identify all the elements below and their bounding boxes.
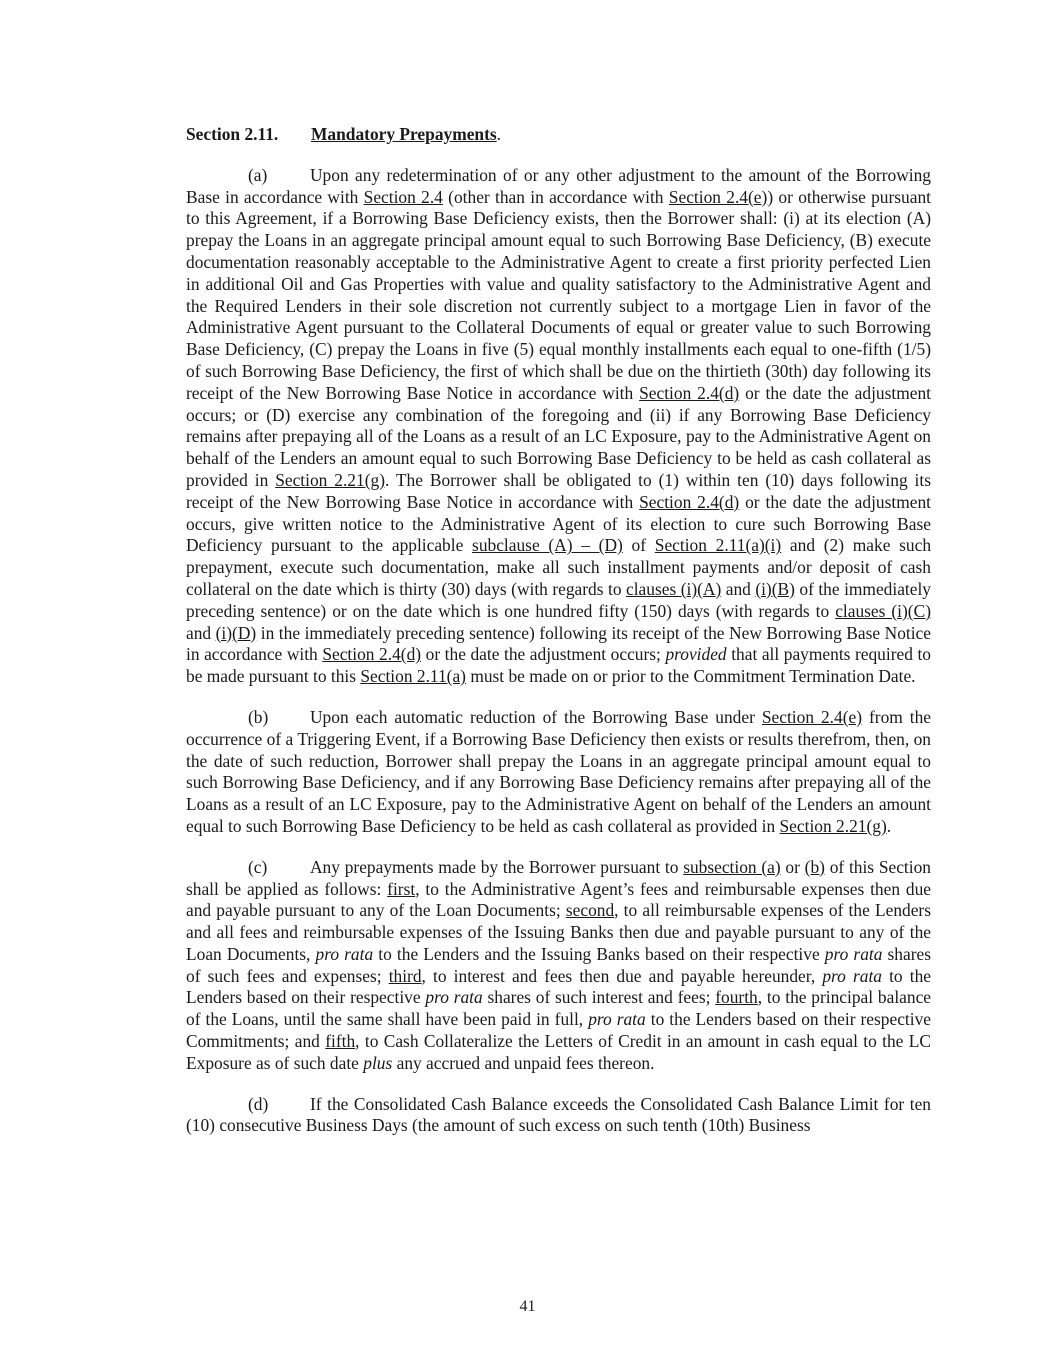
- italic-term: pro rata: [315, 943, 374, 964]
- italic-term: plus: [363, 1052, 393, 1073]
- ordinal-term: fifth: [325, 1031, 356, 1052]
- ordinal-term: third: [388, 965, 422, 986]
- paragraph-text: , to Cash Collateralize the Letters of Credit in an amount in cash equal to the LC Exposure as of such date: [186, 1031, 931, 1073]
- paragraph-label: (b): [248, 706, 269, 727]
- paragraph-text: .: [886, 815, 892, 836]
- paragraph-text: , to interest and fees then due and payable hereunder,: [421, 965, 823, 986]
- cross-reference: Section 2.4(e): [761, 706, 863, 727]
- cross-reference: Section 2.4(d): [639, 491, 740, 512]
- paragraph-text: or the date the adjustment occurs;: [421, 644, 666, 665]
- cross-reference: subsection (a): [683, 856, 781, 877]
- paragraph-text: and: [721, 578, 756, 599]
- italic-term: pro rata: [822, 965, 882, 986]
- paragraph-text: and (2) make such prepayment, execute such documentation, make all such installment payments and/or deposit of cash collateral on the date which is thirty (30) days (with regards to: [186, 535, 932, 599]
- paragraph-text: shares of such fees and expenses;: [186, 943, 932, 986]
- paragraph-text: or the date the adjustment occurs, give written notice to the Administrative Agent of its election to cure such Borrowing Base Deficiency pursuant to the applicable: [186, 491, 931, 556]
- cross-reference: (i)(D): [215, 622, 257, 643]
- cross-reference: clauses (i)(C): [835, 600, 931, 621]
- paragraph-text: of: [622, 535, 655, 556]
- paragraph-text: ) or otherwise pursuant to this Agreement, if a Borrowing Base Deficiency exists, then the Borrower shall: (i) at its election (A) prepay the Loans in an aggregate principal amount equal to such Borrowing Base Deficiency, (B) execute documentation reasonably acceptable to the Administrative Agent to create a first priority perfected Lien in additional Oil and Gas Properties with value and quality satisfactory to the Administrative Agent and the Required Lenders in their sole discretion not currently subject to a mortgage Lien in favor of the Administrative Agent pursuant to the Collateral Documents of equal or greater value to such Borrowing Base Deficiency, (C) prepay the Loans in five (5) equal monthly installments each equal to one-fifth (1/5) of such Borrowing Base Deficiency, the first of which shall be due on the thirtieth (30th) day following its receipt of the New Borrowing Base Notice in accordance with: [186, 186, 931, 403]
- cross-reference: Section 2.4(d): [322, 644, 422, 665]
- paragraph-text: Upon any redetermination of or any other adjustment to the amount of the Borrowing Base in accordance with: [186, 164, 931, 207]
- paragraph-text: any accrued and unpaid fees thereon.: [392, 1052, 655, 1073]
- cross-reference: Section 2.4(d): [639, 382, 740, 403]
- paragraph-text: , to all reimbursable expenses of the Lenders and all fees and reimbursable expenses of the Issuing Banks then due and payable pursuant to any of the Loan Documents,: [186, 900, 931, 964]
- paragraph-text: shares of such interest and fees;: [482, 987, 716, 1008]
- paragraph-c: [186, 857, 931, 1075]
- paragraph-text: must be made on or prior to the Commitment Termination Date.: [465, 666, 916, 687]
- paragraph-text: to the Lenders based on their respective Commitments; and: [186, 1009, 931, 1052]
- paragraph-text: and: [186, 622, 216, 643]
- cross-reference: Section 2.21(g): [779, 815, 887, 836]
- ordinal-term: fourth: [715, 987, 758, 1008]
- cross-reference: (b): [804, 856, 825, 877]
- paragraph-label: (a): [248, 164, 268, 185]
- section-title-period: .: [496, 124, 502, 144]
- section-number: Section 2.11.: [186, 124, 279, 144]
- paragraph-text: Any prepayments made by the Borrower pursuant to: [310, 856, 684, 877]
- italic-term: pro rata: [588, 1009, 646, 1030]
- paragraph-text: If the Consolidated Cash Balance exceeds the Consolidated Cash Balance Limit for ten (10) consecutive Business Days (the amount of such excess on such tenth (10th) Business: [186, 1093, 931, 1136]
- cross-reference: (i)(B): [755, 578, 795, 599]
- paragraph-text: (other than in accordance with: [442, 186, 669, 207]
- paragraph-text: or: [780, 856, 805, 877]
- page-number: 41: [519, 1298, 536, 1315]
- cross-reference: Section 2.4: [363, 186, 443, 207]
- paragraph-text: in the immediately preceding sentence) following its receipt of the New Borrowing Base Notice in accordance with: [186, 622, 931, 665]
- section-heading: [186, 124, 931, 146]
- paragraph-text: or the date the adjustment occurs; or (D) exercise any combination of the foregoing and (ii) if any Borrowing Base Deficiency remains after prepaying all of the Loans as a result of an LC Exposure, pay to the Administrative Agent on behalf of the Lenders an amount equal to such Borrowing Base Deficiency to be held as cash collateral as provided in: [186, 382, 931, 490]
- paragraph-text: . The Borrower shall be obligated to (1) within ten (10) days following its receipt of the New Borrowing Base Notice in accordance with: [186, 469, 931, 512]
- section-title: Mandatory Prepayments: [311, 124, 497, 144]
- paragraph-text: from the occurrence of a Triggering Event, if a Borrowing Base Deficiency then exists or results therefrom, then, on the date of such reduction, Borrower shall prepay the Loans in an aggregate principal amount equal to such Borrowing Base Deficiency, and if any Borrowing Base Deficiency remains after prepaying all of the Loans as a result of an LC Exposure, pay to the Administrative Agent on behalf of the Lenders an amount equal to such Borrowing Base Deficiency to be held as cash collateral as provided in: [186, 706, 931, 836]
- paragraph-a: [186, 165, 931, 688]
- cross-reference: Section 2.4(e): [668, 186, 768, 207]
- cross-reference: subclause (A) – (D): [472, 535, 623, 556]
- paragraph-text: , to the Administrative Agent’s fees and reimbursable expenses then due and payable pursuant to any of the Loan Documents;: [186, 878, 931, 921]
- paragraph-label: (c): [248, 856, 268, 877]
- paragraph-text: to the Lenders and the Issuing Banks based on their respective: [373, 943, 825, 964]
- ordinal-term: first: [387, 878, 416, 899]
- paragraph-text: of this Section shall be applied as follows:: [186, 856, 931, 899]
- cross-reference: Section 2.11(a): [360, 666, 466, 687]
- cross-reference: Section 2.21(g): [275, 469, 385, 490]
- paragraph-text: to the Lenders based on their respective: [186, 965, 931, 1008]
- italic-term: provided: [665, 644, 727, 665]
- cross-reference: Section 2.11(a)(i): [654, 535, 782, 556]
- paragraph-b: [186, 707, 931, 838]
- document-page: [186, 124, 931, 1156]
- paragraph-label: (d): [248, 1093, 269, 1114]
- cross-reference: clauses (i)(A): [626, 578, 722, 599]
- paragraph-text: of the immediately preceding sentence) or on the date which is one hundred fifty (150) days (with regards to: [186, 578, 931, 621]
- paragraph-text: , to the principal balance of the Loans, until the same shall have been paid in full,: [186, 987, 932, 1030]
- paragraph-text: that all payments required to be made pursuant to this: [186, 644, 932, 687]
- italic-term: pro rata: [425, 987, 483, 1008]
- ordinal-term: second: [565, 900, 615, 921]
- paragraph-text: Upon each automatic reduction of the Borrowing Base under: [310, 706, 762, 727]
- paragraph-d: [186, 1094, 931, 1138]
- italic-term: pro rata: [824, 943, 883, 964]
